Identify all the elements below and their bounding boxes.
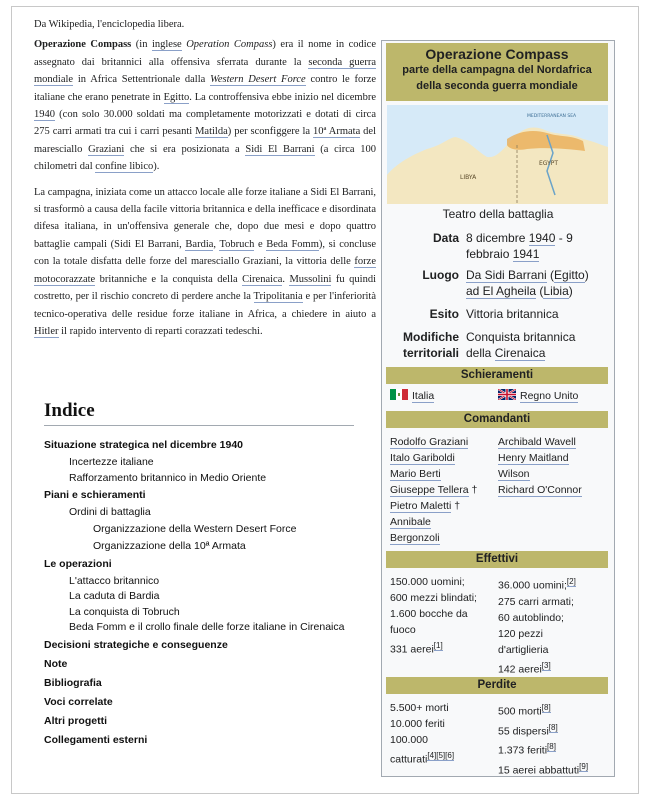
link-beda-fomm[interactable]: Beda Fomm xyxy=(266,238,319,250)
value-modifiche: Conquista britannica della Cirenaica xyxy=(466,330,576,360)
theatre-map[interactable] xyxy=(387,105,608,204)
toc-item[interactable]: Collegamenti esterni xyxy=(44,733,148,746)
comandanti-italia xyxy=(390,434,495,546)
toc-item[interactable]: Situazione strategica nel dicembre 1940 xyxy=(44,439,243,451)
link-graziani[interactable]: Graziani xyxy=(88,143,125,155)
link-bardia[interactable]: Bardia xyxy=(185,238,214,250)
side-regno-unito[interactable]: Regno Unito xyxy=(498,388,578,404)
value-data: 8 dicembre 1940 - 9 febbraio 1941 xyxy=(466,231,573,261)
toc-item[interactable]: Incertezze italiane xyxy=(69,456,154,468)
label-luogo: Luogo xyxy=(422,268,459,282)
ref-2[interactable]: [2] xyxy=(566,577,576,586)
link-western-desert-force[interactable]: Western Desert Force xyxy=(210,74,306,86)
infobox-header xyxy=(386,43,608,101)
toc-item[interactable]: Note xyxy=(44,657,68,670)
row-data xyxy=(382,228,614,264)
row-esito xyxy=(382,306,614,326)
toc-item[interactable]: L'attacco britannico xyxy=(69,574,160,587)
link-1940-infobox[interactable]: 1940 xyxy=(528,231,556,245)
toc-item[interactable]: Piani e schieramenti xyxy=(44,489,146,501)
link-1940[interactable]: 1940 xyxy=(34,109,55,121)
table-of-contents xyxy=(44,400,354,750)
link-egitto-infobox[interactable]: Egitto xyxy=(554,268,585,282)
link-pietro-maletti[interactable]: Pietro Maletti xyxy=(390,500,452,512)
link-inglese[interactable]: inglese xyxy=(151,39,182,51)
link-mario-berti[interactable]: Mario Berti xyxy=(390,468,441,480)
ref-9[interactable]: [9] xyxy=(579,761,589,771)
link-libia[interactable]: Libia xyxy=(543,284,569,298)
link-sidi-barrani[interactable]: Da Sidi Barrani xyxy=(466,268,547,282)
link-el-agheila[interactable]: ad El Agheila xyxy=(466,284,537,298)
ref-3[interactable]: [3] xyxy=(541,660,551,670)
section-perdite: Perdite xyxy=(386,677,608,694)
section-schieramenti: Schieramenti xyxy=(386,367,608,384)
link-cirenaica-infobox[interactable]: Cirenaica xyxy=(494,346,546,360)
label-esito: Esito xyxy=(429,307,459,321)
toc-title: Indice xyxy=(44,400,354,426)
infobox-subtitle-2[interactable]: della seconda guerra mondiale xyxy=(416,80,578,92)
toc-item[interactable]: Organizzazione della Western Desert Force xyxy=(93,522,297,535)
link-mussolini[interactable]: Mussolini xyxy=(289,273,332,285)
link-1941[interactable]: 1941 xyxy=(512,247,540,261)
link-annibale-bergonzoli[interactable]: Annibale Bergonzoli xyxy=(390,516,440,544)
link-rodolfo-graziani[interactable]: Rodolfo Graziani xyxy=(390,436,469,448)
italy-flag-icon xyxy=(390,389,408,400)
dagger-maletti: † xyxy=(454,500,461,512)
link-archibald-wavell[interactable]: Archibald Wavell xyxy=(498,436,576,448)
section-comandanti: Comandanti xyxy=(386,411,608,428)
infobox-subtitle-1[interactable]: parte della campagna del Nordafrica xyxy=(402,64,592,76)
infobox-title: Operazione Compass xyxy=(425,46,569,62)
link-egitto[interactable]: Egitto xyxy=(163,91,190,103)
value-luogo: Da Sidi Barrani (Egitto) ad El Agheila (Libia) xyxy=(466,268,589,298)
map-caption: Teatro della battaglia xyxy=(442,207,554,221)
section-effettivi: Effettivi xyxy=(386,551,608,568)
map-label-sea: MEDITERRANEAN SEA xyxy=(527,114,577,119)
article-intro xyxy=(34,16,376,348)
toc-item[interactable]: Decisioni strategiche e conseguenze xyxy=(44,638,228,651)
link-10-armata[interactable]: 10ª Armata xyxy=(312,126,361,138)
side-italia[interactable]: Italia xyxy=(390,388,434,404)
link-henry-maitland-wilson[interactable]: Henry Maitland Wilson xyxy=(498,452,569,480)
link-giuseppe-tellera[interactable]: Giuseppe Tellera xyxy=(390,484,469,496)
link-hitler[interactable]: Hitler xyxy=(34,325,59,337)
label-data: Data xyxy=(432,231,459,245)
link-forze-motocorazzate[interactable]: forze motocorazzate xyxy=(34,256,376,285)
infobox xyxy=(381,40,615,777)
link-confine-libico[interactable]: confine libico xyxy=(95,161,154,173)
label-modifiche: Modifiche territoriali xyxy=(402,330,459,360)
toc-item[interactable]: La conquista di Tobruch xyxy=(69,605,180,618)
row-luogo xyxy=(382,267,614,303)
value-esito: Vittoria britannica xyxy=(466,307,559,321)
row-modifiche xyxy=(382,329,614,365)
toc-item[interactable]: Altri progetti xyxy=(44,714,107,727)
ref-8-a[interactable]: [8] xyxy=(541,703,551,712)
ref-1[interactable]: [1] xyxy=(433,641,443,650)
link-cirenaica[interactable]: Cirenaica xyxy=(242,273,283,285)
link-tobruch[interactable]: Tobruch xyxy=(219,238,255,250)
toc-item[interactable]: Le operazioni xyxy=(44,557,112,570)
effettivi-italia: 150.000 uomini; 600 mezzi blindati; 1.600 bocche da fuoco 331 aerei[1] xyxy=(390,576,477,656)
link-italo-gariboldi[interactable]: Italo Gariboldi xyxy=(390,452,455,464)
toc-item[interactable]: La caduta di Bardia xyxy=(69,590,160,602)
toc-item[interactable]: Beda Fomm e il crollo finale delle forze italiane in Cirenaica xyxy=(69,621,345,633)
link-sidi-el-barrani[interactable]: Sidi El Barrani xyxy=(245,143,315,155)
toc-item[interactable]: Rafforzamento britannico in Medio Oriente xyxy=(69,471,267,484)
toc-item[interactable]: Organizzazione della 10ª Armata xyxy=(93,539,246,552)
ref-8-c[interactable]: [8] xyxy=(547,742,556,751)
source-line: Da Wikipedia, l'enciclopedia libera. xyxy=(34,19,185,30)
effettivi-regno-unito: 36.000 uomini;[2] 275 carri armati; 60 autoblindo; 120 pezzi d'artiglieria 142 aerei[3] xyxy=(498,577,576,675)
intro-paragraph-2: La campagna, iniziata come un attacco locale alle forze italiane a Sidi El Barrani, si trasformò a causa della facile vittoria britannica e della inefficace e disordinata difesa italiana, in un'offensiva generale che, dopo due mesi e dopo quattro battaglie campali (Sidi El Barrani, Bardia, Tobruch e Beda Fomm), si concluse con la totale disfatta delle forze del maresciallo Graziani, la vittoria delle forze motocorazzate britanniche e la conquista della Cirenaica. Mussolini fu quindi costretto, per il rischio concreto di perdere anche la Tripolitania e per l'inferiorità tecnico-operativa delle residue forze italiane in Africa, a chiedere in aiuto a Hitler il rapido intervento di reparti corazzati tedeschi. xyxy=(34,186,377,337)
map-label-egypt: EGYPT xyxy=(539,160,559,167)
link-richard-oconnor[interactable]: Richard O'Connor xyxy=(498,484,582,496)
perdite-regno-unito: 500 morti[8] 55 dispersi[8] 1.373 feriti[8] 15 aerei abbattuti[9] xyxy=(498,703,589,776)
map-label-libya: LIBYA xyxy=(460,174,477,181)
toc-item[interactable]: Bibliografia xyxy=(44,676,102,689)
article-subject: Operazione Compass xyxy=(34,39,132,51)
ref-4-5-6[interactable]: [4][5][6] xyxy=(427,751,455,760)
ref-8-b[interactable]: [8] xyxy=(548,722,558,732)
comandanti-regno-unito xyxy=(498,434,610,498)
toc-item[interactable]: Ordini di battaglia xyxy=(69,506,151,518)
dagger-tellera: † xyxy=(471,484,478,496)
link-seconda-guerra-mondiale[interactable]: seconda guerra mondiale xyxy=(34,56,376,86)
perdite-italia: 5.500+ morti 10.000 feriti 100.000 catturati[4][5][6] xyxy=(390,702,455,766)
toc-list xyxy=(44,436,354,750)
toc-item[interactable]: Voci correlate xyxy=(44,695,113,708)
intro-paragraph-1: Operazione Compass (in inglese Operation Compass) era il nome in codice assegnato dai britannici alla offensiva sferrata durante la seconda guerra mondiale in Africa Settentrionale dalla Western Desert Force contro le forze italiane che erano penetrate in Egitto. La controffensiva ebbe inizio nel dicembre 1940 (con solo 30.000 soldati ma completamente motorizzati e dotati di circa 275 carri armati tra cui i carri pesanti Matilda) per sconfiggere la 10ª Armata del maresciallo Graziani che si era posizionata a Sidi El Barrani (a circa 100 chilometri dal confine libico). xyxy=(34,39,377,173)
link-tripolitania[interactable]: Tripolitania xyxy=(253,291,303,303)
uk-flag-icon xyxy=(498,389,516,400)
link-matilda[interactable]: Matilda xyxy=(195,126,228,138)
